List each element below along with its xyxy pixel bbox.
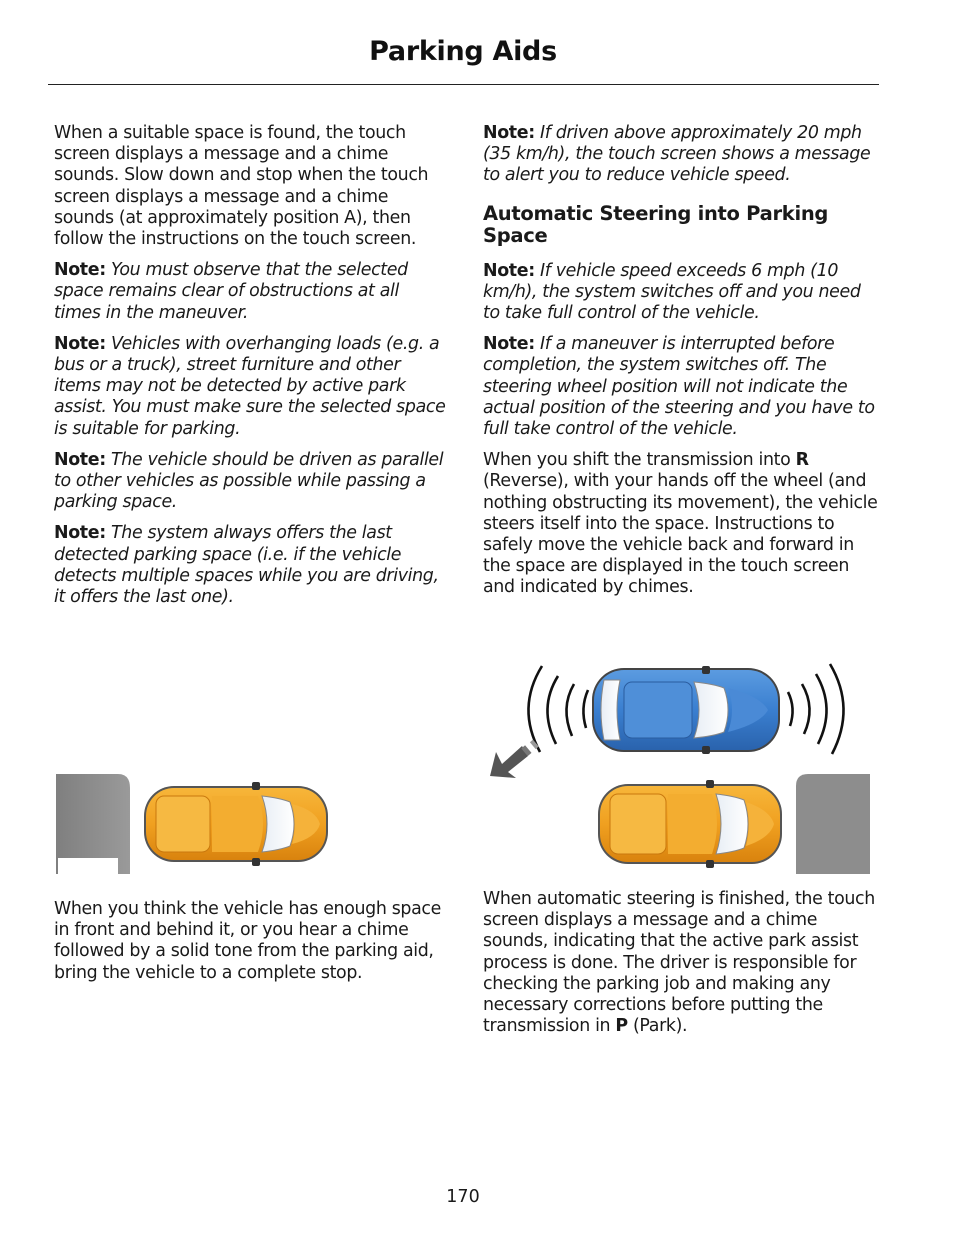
reverse-paragraph <box>483 450 878 598</box>
finish-paragraph <box>483 889 878 1037</box>
note-label: Note: <box>483 260 535 281</box>
parking-position-a-figure <box>56 770 336 874</box>
right-column-bottom <box>483 889 878 1037</box>
orange-car-icon <box>598 780 782 868</box>
park-gear-key: P <box>615 1016 628 1037</box>
note-text: If a maneuver is interrupted before completion, the system switches off. The steering wheel position will not indicate the actual position of the steering and you have to full take control of the vehicle. <box>483 334 875 440</box>
note-paragraph <box>54 450 449 514</box>
note-text: You must observe that the selected space remains clear of obstructions at all times in the maneuver. <box>54 260 408 323</box>
note-paragraph <box>483 261 878 325</box>
stop-paragraph: When you think the vehicle has enough space in front and behind it, or you hear a chime followed by a solid tone from the parking aid, bring the vehicle to a complete stop. <box>54 899 441 983</box>
reverse-text-after: (Reverse), with your hands off the wheel (and nothing obstructing its movement), the vehicle steers itself into the space. Instructions to safely move the vehicle back and forward in the space are displayed in the touch screen and indicated by chimes. <box>483 471 878 598</box>
finish-text-before: When automatic steering is finished, the touch screen displays a message and a chime sounds, indicating that the active park assist process is done. The driver is responsible for checking the parking job and making any necessary corrections before putting the transmission in <box>483 889 875 1037</box>
reverse-arrow-icon <box>490 740 539 778</box>
reverse-text-before: When you shift the transmission into <box>483 450 796 471</box>
section-heading: Automatic Steering into Parking Space <box>483 201 829 247</box>
right-column-top <box>483 123 878 599</box>
automatic-steering-figure <box>486 660 870 874</box>
note-paragraph <box>54 334 449 440</box>
note-text: Vehicles with overhanging loads (e.g. a bus or a truck), street furniture and other items may not be detected by active park assist. You must make sure the selected space is suitable for parking. <box>54 333 446 439</box>
note-label: Note: <box>54 449 106 470</box>
note-paragraph <box>54 523 449 608</box>
note-label: Note: <box>483 123 535 143</box>
note-paragraph <box>54 260 449 324</box>
intro-paragraph: When a suitable space is found, the touch screen displays a message and a chime sounds. Slow down and stop when the touch screen displays a message and a chime sounds (at approximately position A), then follow the instructions on the touch screen. <box>54 123 429 250</box>
note-text: The system always offers the last detected parking space (i.e. if the vehicle detects multiple spaces while you are driving, it offers the last one). <box>54 523 439 608</box>
sensor-waves-icon <box>788 664 844 754</box>
finish-text-after: (Park). <box>627 1016 688 1037</box>
left-column-bottom <box>54 899 449 984</box>
blue-car-icon <box>592 666 780 754</box>
note-label: Note: <box>54 333 106 354</box>
page-number: 170 <box>446 1187 480 1207</box>
note-paragraph <box>483 334 878 440</box>
orange-car-icon <box>144 782 328 866</box>
note-label: Note: <box>54 260 106 281</box>
title-divider <box>48 84 879 85</box>
note-label: Note: <box>483 334 535 355</box>
note-label: Note: <box>54 523 106 544</box>
note-text: If vehicle speed exceeds 6 mph (10 km/h), the system switches off and you need to take full control of the vehicle. <box>483 260 861 324</box>
curb-block <box>796 774 870 874</box>
note-text: The vehicle should be driven as parallel to other vehicles as possible while passing a parking space. <box>54 449 444 513</box>
note-text: If driven above approximately 20 mph (35 km/h), the touch screen shows a message to alert you to reduce vehicle speed. <box>483 123 871 186</box>
left-column-top <box>54 123 449 608</box>
sensor-waves-icon <box>528 666 588 752</box>
note-paragraph <box>483 123 878 187</box>
page-title: Parking Aids <box>369 36 557 67</box>
reverse-gear-key: R <box>795 450 809 471</box>
